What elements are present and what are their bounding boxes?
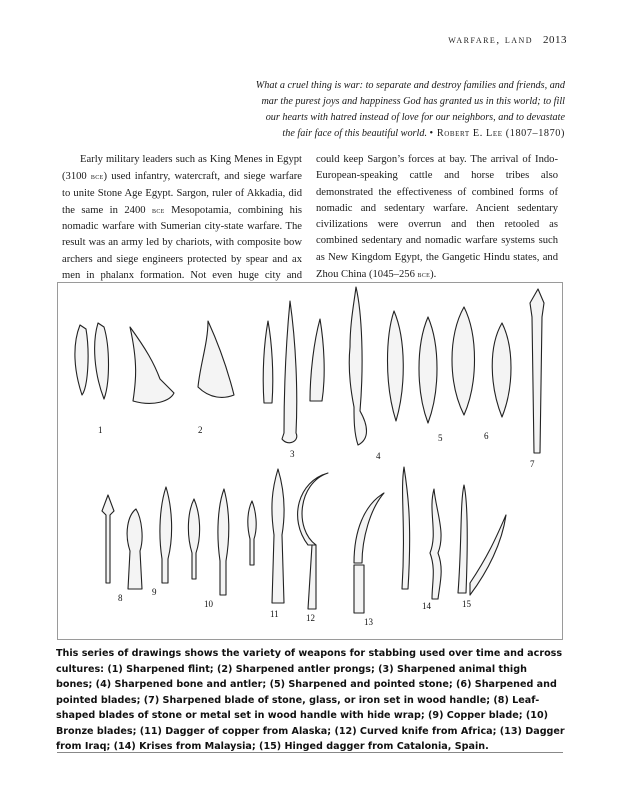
bronze-blade-2 xyxy=(248,501,256,565)
era-abbrev: bce xyxy=(152,204,165,215)
flint-blade-1 xyxy=(75,325,88,395)
body-column-right xyxy=(316,152,558,283)
copper-blade-2 xyxy=(188,499,199,579)
body-text: ). xyxy=(430,269,437,281)
body-text: could keep Sargon’s forces at bay. The arrival of Indo-European-speaking cattle and horse tribes also demonstrated the effectiveness of combined forms of nomadic and sedentary warfare. Ancient sedentary civilizations were overrun and then retooled as combined sedentary and nomadic warfare systems such as New Kingdom Egypt, the Gangetic Hindu states, and Zhou China (1045–256 xyxy=(316,154,558,281)
running-head xyxy=(448,34,567,46)
figure-label: 11 xyxy=(270,609,279,619)
figure-label: 5 xyxy=(438,433,443,443)
figure-label: 13 xyxy=(364,617,373,627)
hinged-dagger-handle xyxy=(458,485,467,593)
era-abbrev: bce xyxy=(90,171,104,182)
figure-label: 3 xyxy=(290,449,295,459)
epigraph-line: mar the purest joys and happiness God has granted us in this world; to fill xyxy=(261,96,565,107)
iraq-dagger-handle xyxy=(354,565,364,613)
figure-caption: This series of drawings shows the variety of weapons for stabbing used over time and across cultures: (1) Sharpened flint; (2) Sharpened antler prongs; (3) Sharpened animal thigh bones; (4) Sharpened bone and antler; (5) Sharpened and pointed stone; (6) Sharpened and pointed blades; (7) Sharpened blade of stone, glass, or iron set in wood handle; (8) Leaf-shaped blades of stone or metal set in wood handle with hide wrap; (9) Copper blade; (10) Bronze blades; (11) Dagger of copper from Alaska; (12) Curved knife from Africa; (13) Dagger from Iraq; (14) Krises from Malaysia; (15) Hinged dagger from Catalonia, Spain. xyxy=(56,648,565,752)
thigh-bone-2 xyxy=(282,301,297,443)
figure-label: 15 xyxy=(462,599,471,609)
figure-label: 14 xyxy=(422,601,431,611)
curved-knife-handle xyxy=(308,545,316,609)
figure-label: 10 xyxy=(204,599,213,609)
iraq-dagger-blade xyxy=(354,493,384,563)
pointed-stone-4 xyxy=(492,323,511,417)
figure-label: 6 xyxy=(484,431,489,441)
pointed-stone-3 xyxy=(452,307,475,415)
bone-antler-blade xyxy=(349,287,366,445)
pointed-stone-2 xyxy=(419,317,437,423)
leaf-blade-1 xyxy=(102,495,114,583)
thigh-bone-1 xyxy=(263,321,273,403)
hinged-dagger-blade xyxy=(470,515,506,595)
figure-label: 12 xyxy=(306,613,315,623)
body-text: Early military leaders such as King Menes in Egypt (3100 xyxy=(62,154,302,183)
spear-blade xyxy=(530,289,544,453)
figure-label: 1 xyxy=(98,425,103,435)
figure-label: 8 xyxy=(118,593,123,603)
kris-2 xyxy=(430,489,441,599)
thigh-bone-3 xyxy=(310,319,324,401)
section-title: warfare, land xyxy=(448,34,534,46)
copper-dagger xyxy=(272,469,284,603)
body-text: Mesopotamia, combining his nomadic warfare with Sumerian city-state warfare. The result was an army led by chariots, with composite bow archers and siege engineers protected by spear and ax men in phalanx formation. Not even huge city and xyxy=(62,204,303,282)
figure-label: 2 xyxy=(198,425,203,435)
caption-divider xyxy=(57,752,563,753)
epigraph-line: our hearts with hatred instead of love for our neighbors, and to devastate xyxy=(265,112,565,123)
epigraph-attribution: • Robert E. Lee (1807–1870) xyxy=(429,128,565,139)
era-abbrev: bce xyxy=(417,269,431,280)
weapons-drawing xyxy=(58,283,564,641)
flint-blade-2 xyxy=(95,323,109,399)
bronze-blade-1 xyxy=(218,489,229,595)
leaf-blade-2 xyxy=(127,509,142,589)
body-column-left xyxy=(62,152,302,301)
kris-1 xyxy=(402,467,410,589)
curved-knife-blade xyxy=(298,473,328,545)
epigraph-line: What a cruel thing is war: to separate and destroy families and friends, and xyxy=(255,80,565,91)
antler-prong-1 xyxy=(130,327,174,403)
page-number: 2013 xyxy=(543,34,567,46)
copper-blade-1 xyxy=(160,487,172,583)
figure-label: 4 xyxy=(376,451,381,461)
epigraph-line: the fair face of this beautiful world. xyxy=(282,128,427,139)
figure-label: 9 xyxy=(152,587,157,597)
pointed-stone-1 xyxy=(388,311,404,421)
epigraph-quote xyxy=(220,78,565,142)
figure-label: 7 xyxy=(530,459,535,469)
body-text: ) used infantry, watercraft, and siege warfare to unite Stone Age Egypt. Sargon, ruler of Akkadia, did the same in 2400 xyxy=(62,171,302,216)
weapons-illustration xyxy=(57,282,563,640)
antler-prong-2 xyxy=(198,321,234,397)
